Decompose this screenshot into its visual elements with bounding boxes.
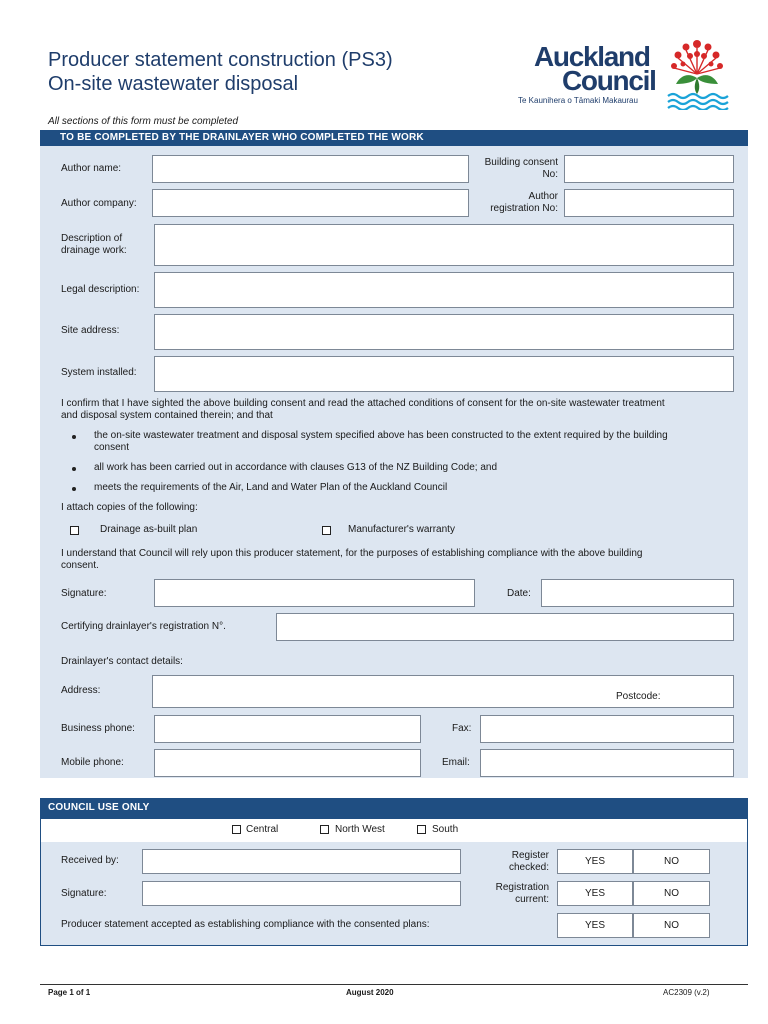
legal-description-label: Legal description: <box>61 284 140 295</box>
bullet-point <box>72 467 76 471</box>
author-company-label: Author company: <box>61 198 137 209</box>
drainage-plan-label: Drainage as-built plan <box>100 524 198 535</box>
description-label: Description of drainage work: <box>61 233 127 256</box>
site-address-field[interactable] <box>154 314 734 350</box>
building-consent-label: Building consent No: <box>484 157 558 180</box>
north-west-label: North West <box>335 824 385 835</box>
auckland-council-logo <box>516 38 732 110</box>
email-label: Email: <box>442 757 470 768</box>
fax-label: Fax: <box>452 723 472 734</box>
author-registration-label: Author registration No: <box>490 191 558 214</box>
confirmation-bullet-3: meets the requirements of the Air, Land and Water Plan of the Auckland Council <box>94 482 448 493</box>
mobile-phone-label: Mobile phone: <box>61 757 124 768</box>
date-field[interactable] <box>541 579 734 607</box>
attach-copies-label: I attach copies of the following: <box>61 502 198 513</box>
completion-note: All sections of this form must be completed <box>48 116 239 127</box>
council-signature-label: Signature: <box>61 888 107 899</box>
accepted-statement-label: Producer statement accepted as establishing compliance with the consented plans: <box>61 919 430 930</box>
certifying-registration-label: Certifying drainlayer's registration N°. <box>61 621 226 632</box>
south-label: South <box>432 824 459 835</box>
central-label: Central <box>246 824 279 835</box>
business-phone-label: Business phone: <box>61 723 135 734</box>
received-by-label: Received by: <box>61 855 119 866</box>
postcode-label: Postcode: <box>616 691 661 702</box>
manufacturer-warranty-label: Manufacturer's warranty <box>348 524 455 535</box>
manufacturer-warranty-checkbox[interactable] <box>322 526 331 535</box>
footer-divider <box>40 984 748 985</box>
understanding-statement: I understand that Council will rely upon this producer statement, for the purposes of establishing compliance with the above building consent. <box>61 548 643 571</box>
register-yes-option[interactable]: YES <box>557 849 633 874</box>
business-phone-field[interactable] <box>154 715 421 743</box>
system-installed-label: System installed: <box>61 367 137 378</box>
description-field[interactable] <box>154 224 734 266</box>
certifying-registration-field[interactable] <box>276 613 734 641</box>
building-consent-field[interactable] <box>564 155 734 183</box>
site-address-label: Site address: <box>61 325 120 336</box>
author-name-label: Author name: <box>61 163 122 174</box>
north-west-checkbox[interactable] <box>320 825 329 834</box>
registration-yes-option[interactable]: YES <box>557 881 633 906</box>
footer-page-number: Page 1 of 1 <box>48 988 91 997</box>
bullet-point <box>72 487 76 491</box>
contact-details-label: Drainlayer's contact details: <box>61 656 183 667</box>
accepted-no-option[interactable]: NO <box>633 913 710 938</box>
system-installed-field[interactable] <box>154 356 734 392</box>
registration-current-label: Registration current: <box>495 882 549 905</box>
received-by-field[interactable] <box>142 849 461 874</box>
author-company-field[interactable] <box>152 189 469 217</box>
email-field[interactable] <box>480 749 734 777</box>
confirmation-bullet-1: the on-site wastewater treatment and disposal system specified above has been constructed to the extent required by the building consent <box>94 430 668 453</box>
register-checked-label: Register checked: <box>508 850 549 873</box>
author-registration-field[interactable] <box>564 189 734 217</box>
footer-form-code: AC2309 (v.2) <box>663 988 710 997</box>
signature-field[interactable] <box>154 579 475 607</box>
pohutukawa-flower-icon <box>664 38 730 110</box>
drainage-plan-checkbox[interactable] <box>70 526 79 535</box>
confirmation-statement: I confirm that I have sighted the above building consent and read the attached conditions of consent for the on-site wastewater treatment and disposal system contained therein; and that <box>61 398 665 421</box>
section-drainlayer-heading: TO BE COMPLETED BY THE DRAINLAYER WHO COMPLETED THE WORK <box>40 130 748 146</box>
council-signature-field[interactable] <box>142 881 461 906</box>
register-no-option[interactable]: NO <box>633 849 710 874</box>
accepted-yes-option[interactable]: YES <box>557 913 633 938</box>
logo-text-auckland: Auckland <box>534 41 650 72</box>
logo-text-council: Council <box>562 65 656 96</box>
address-label: Address: <box>61 685 101 696</box>
mobile-phone-field[interactable] <box>154 749 421 777</box>
title-line-1: Producer statement construction (PS3) <box>48 49 393 71</box>
bullet-point <box>72 435 76 439</box>
central-checkbox[interactable] <box>232 825 241 834</box>
south-checkbox[interactable] <box>417 825 426 834</box>
title-line-2: On-site wastewater disposal <box>48 73 299 95</box>
confirmation-bullet-2: all work has been carried out in accordance with clauses G13 of the NZ Building Code; and <box>94 462 498 473</box>
date-label: Date: <box>507 588 531 599</box>
registration-no-option[interactable]: NO <box>633 881 710 906</box>
footer-date: August 2020 <box>346 988 394 997</box>
section-council-heading: COUNCIL USE ONLY <box>40 798 748 818</box>
author-name-field[interactable] <box>152 155 469 183</box>
signature-label: Signature: <box>61 588 107 599</box>
fax-field[interactable] <box>480 715 734 743</box>
logo-tagline: Te Kaunihera o Tāmaki Makaurau <box>518 96 638 105</box>
legal-description-field[interactable] <box>154 272 734 308</box>
